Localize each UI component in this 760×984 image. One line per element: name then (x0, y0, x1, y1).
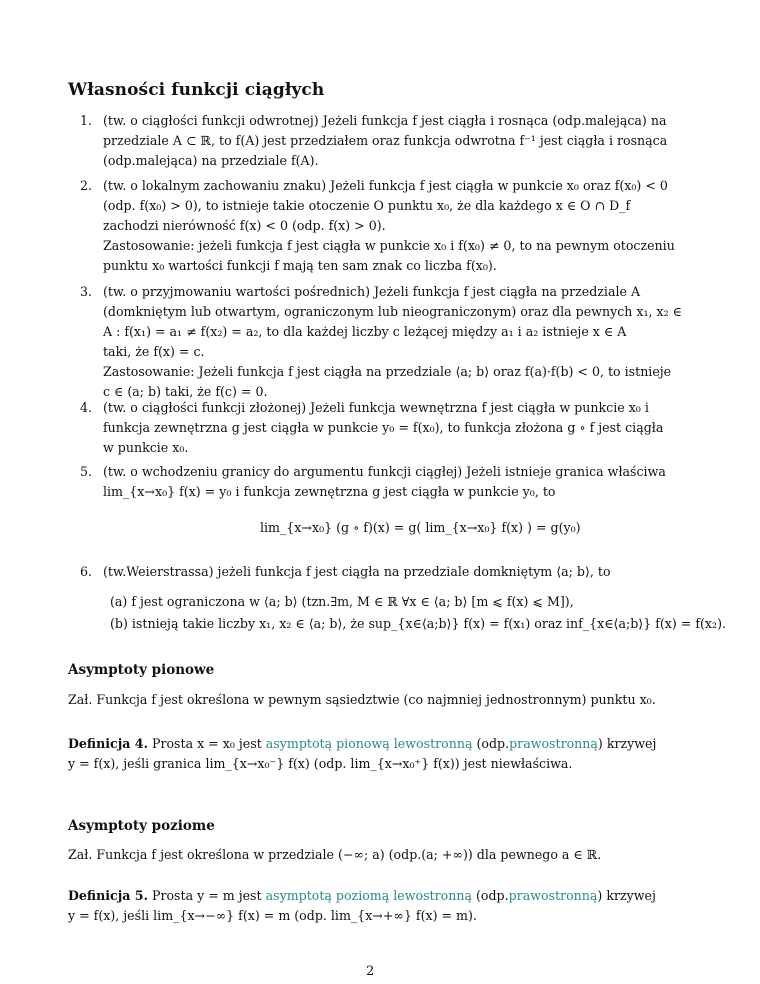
item-2-line-4: Zastosowanie: jeżeli funkcja f jest ciągła w punkcie x₀ i f(x₀) ≠ 0, to na pewnym otoczeniu (103, 238, 675, 253)
item-number: 2. (80, 178, 93, 193)
definition-text: ) krzywej (597, 736, 657, 751)
definition-text: (odp. (476, 736, 510, 751)
item-4-line-3: w punkcie x₀. (103, 440, 189, 455)
item-1-line-2: przedziale A ⊂ ℝ, to f(A) jest przedziałem oraz funkcja odwrotna f⁻¹ jest ciągła i rosnąca (103, 133, 668, 148)
item-2-line-5: punktu x₀ wartości funkcji f mają ten sam znak co liczba f(x₀). (103, 258, 497, 273)
list-item-6 (80, 562, 678, 582)
section-heading-horizontal: Asymptoty poziome (68, 818, 215, 834)
item-3-line-2: (domkniętym lub otwartym, ograniczonym lub nieograniczonym) oraz dla pewnych x₁, x₂ ∈ (103, 304, 683, 319)
list-item-1 (80, 111, 678, 171)
page-number: 2 (366, 964, 375, 979)
subitem-text: f jest ograniczona w ⟨a; b⟩ (tzn.∃m, M ∈ ℝ ∀x ∈ ⟨a; b⟩ [m ⩽ f(x) ⩽ M]), (131, 594, 574, 609)
definition-text: Prosta y = m jest (151, 888, 262, 903)
item-2-line-1: (tw. o lokalnym zachowaniu znaku) Jeżeli funkcja f jest ciągła w punkcie x₀ oraz f(x₀) < 0 (103, 178, 668, 193)
list-item-2 (80, 176, 678, 276)
definition-line-2: y = f(x), jeśli lim_{x→−∞} f(x) = m (odp. lim_{x→+∞} f(x) = m). (68, 908, 477, 923)
definition-label: Definicja 5. (68, 888, 148, 903)
definition-4 (68, 734, 674, 774)
item-3-line-5: Zastosowanie: Jeżeli funkcja f jest ciągła na przedziale ⟨a; b⟩ oraz f(a)·f(b) < 0, to istnieje (103, 364, 672, 379)
item-5-line-1: (tw. o wchodzeniu granicy do argumentu funkcji ciągłej) Jeżeli istnieje granica właściwa (103, 464, 666, 479)
subitem-label: (a) (110, 594, 128, 609)
list-item-5 (80, 462, 678, 502)
display-formula: lim_{x→x₀} (g ∘ f)(x) = g( lim_{x→x₀} f(x) ) = g(y₀) (260, 520, 581, 535)
item-2-line-3: zachodzi nierówność f(x) < 0 (odp. f(x) > 0). (103, 218, 386, 233)
item-6-line-1: (tw.Weierstrassa) jeżeli funkcja f jest ciągła na przedziale domkniętym ⟨a; b⟩, to (103, 564, 611, 579)
item-2-line-2: (odp. f(x₀) > 0), to istnieje takie otoczenie O punktu x₀, że dla każdego x ∈ O ∩ D_f (103, 198, 631, 213)
page-title: Własności funkcji ciągłych (68, 80, 325, 100)
term-link-left-horizontal[interactable]: asymptotą poziomą lewostronną (265, 888, 472, 903)
item-4-line-2: funkcja zewnętrzna g jest ciągła w punkcie y₀ = f(x₀), to funkcja złożona g ∘ f jest ciągła (103, 420, 664, 435)
definition-5 (68, 886, 674, 926)
item-number: 6. (80, 564, 93, 579)
item-number: 4. (80, 400, 93, 415)
section-note-horizontal: Zał. Funkcja f jest określona w przedziale (−∞; a) (odp.(a; +∞)) dla pewnego a ∈ ℝ. (68, 847, 602, 862)
subitem-label: (b) (110, 616, 128, 631)
definition-text: Prosta x = x₀ jest (151, 736, 262, 751)
item-number: 3. (80, 284, 93, 299)
section-heading-vertical: Asymptoty pionowe (68, 662, 215, 678)
item-3-line-3: A : f(x₁) = a₁ ≠ f(x₂) = a₂, to dla każdej liczby c leżącej między a₁ i a₂ istnieje x ∈ A (103, 324, 627, 339)
item-5-line-2: lim_{x→x₀} f(x) = y₀ i funkcja zewnętrzna g jest ciągła w punkcie y₀, to (103, 484, 556, 499)
list-item-4 (80, 398, 678, 458)
definition-text: ) krzywej (597, 888, 656, 903)
subitem-b (110, 614, 726, 634)
item-4-line-1: (tw. o ciągłości funkcji złożonej) Jeżeli funkcja wewnętrzna f jest ciągła w punkcie x₀ i (103, 400, 649, 415)
subitem-a (110, 592, 670, 612)
item-3-line-4: taki, że f(x) = c. (103, 344, 205, 359)
list-item-3 (80, 282, 683, 402)
term-link-right-vertical[interactable]: prawostronną (509, 736, 598, 751)
section-note-vertical: Zał. Funkcja f jest określona w pewnym sąsiedztwie (co najmniej jednostronnym) punktu x₀. (68, 692, 656, 707)
item-number: 1. (80, 113, 93, 128)
item-1-line-3: (odp.malejąca) na przedziale f(A). (103, 153, 319, 168)
item-1-line-1: (tw. o ciągłości funkcji odwrotnej) Jeżeli funkcja f jest ciągła i rosnąca (odp.malejąca) na (103, 113, 667, 128)
definition-label: Definicja 4. (68, 736, 148, 751)
item-3-line-6: c ∈ (a; b) taki, że f(c) = 0. (103, 384, 268, 399)
subitem-text: istnieją takie liczby x₁, x₂ ∈ ⟨a; b⟩, że sup_{x∈⟨a;b⟩} f(x) = f(x₁) oraz inf_{x∈⟨a;b⟩} f(x) = f(x₂). (131, 616, 726, 631)
item-number: 5. (80, 464, 93, 479)
term-link-right-horizontal[interactable]: prawostronną (508, 888, 598, 903)
term-link-left-vertical[interactable]: asymptotą pionową lewostronną (265, 736, 473, 751)
definition-text: (odp. (475, 888, 509, 903)
item-3-line-1: (tw. o przyjmowaniu wartości pośrednich) Jeżeli funkcja f jest ciągła na przedziale A (103, 284, 641, 299)
definition-line-2: y = f(x), jeśli granica lim_{x→x₀⁻} f(x) (odp. lim_{x→x₀⁺} f(x)) jest niewłaściwa. (68, 756, 573, 771)
